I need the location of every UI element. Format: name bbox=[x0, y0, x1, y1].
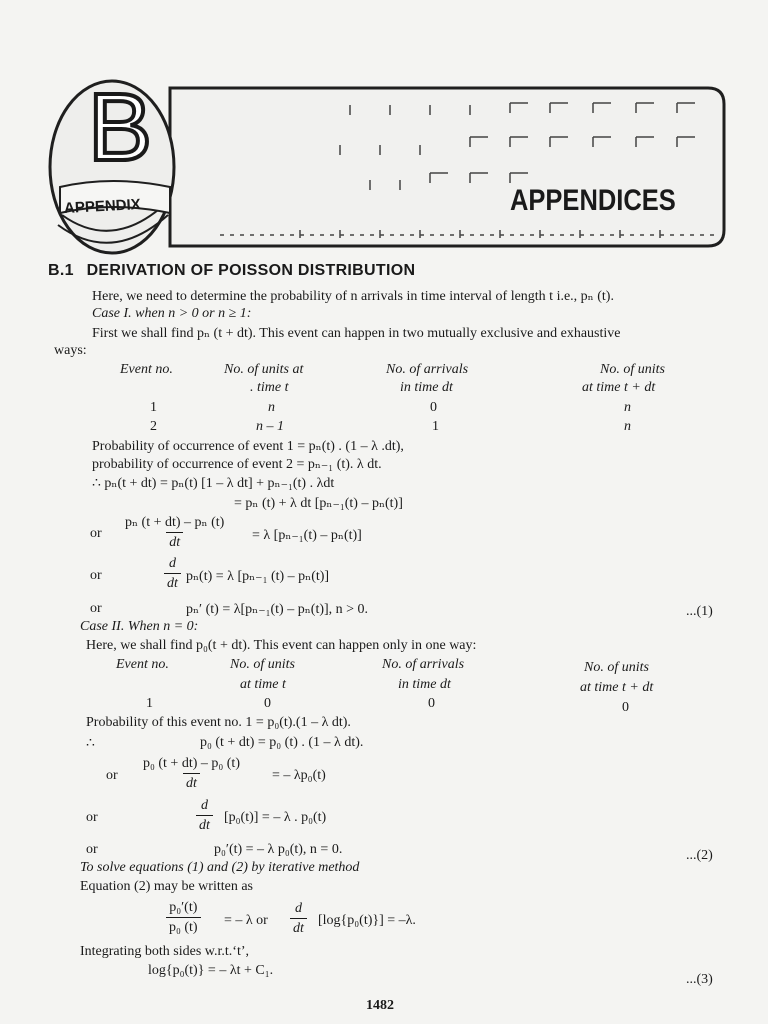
fraction-numerator: pₙ (t + dt) – pₙ (t) bbox=[125, 515, 225, 530]
table-cell: 0 bbox=[430, 400, 437, 415]
equation-number-1: ...(1) bbox=[686, 604, 713, 619]
log-equation: log{p₀(t)} = – λt + C₁. bbox=[148, 963, 274, 978]
t1-header-arrivals-2: in time dt bbox=[400, 380, 453, 395]
fraction-numerator: p₀ (t + dt) – p₀ (t) bbox=[143, 756, 240, 771]
appendix-badge: APPENDIX bbox=[63, 196, 142, 217]
intro-text: Here, we need to determine the probability of n arrivals in time interval of length t i.e., pₙ (t). bbox=[92, 289, 614, 304]
or-label: or bbox=[106, 768, 118, 783]
fraction-numerator: p₀′(t) bbox=[169, 900, 198, 915]
fraction bbox=[140, 756, 243, 792]
t1-header-next-units: No. of units bbox=[600, 362, 665, 377]
therefore-symbol: ∴ bbox=[86, 736, 95, 751]
fraction bbox=[166, 900, 201, 936]
first-line: First we shall find pₙ (t + dt). This event can happen in two mutually exclusive and exhaustive bbox=[92, 326, 621, 341]
case-two-heading: Case II. When n = 0: bbox=[80, 619, 199, 634]
table-cell: n – 1 bbox=[256, 419, 284, 434]
integrating-text: Integrating both sides w.r.t.‘t’, bbox=[80, 944, 250, 959]
fraction-denominator: dt bbox=[183, 773, 200, 792]
equation-rhs: = λ [pₙ₋₁(t) – pₙ(t)] bbox=[252, 528, 362, 543]
t1-header-units: No. of units at bbox=[224, 362, 304, 377]
t1-header-event: Event no. bbox=[120, 362, 173, 377]
appendix-letter: B bbox=[88, 74, 153, 181]
section-title: DERIVATION OF POISSON DISTRIBUTION bbox=[86, 262, 416, 279]
equation-2: p₀′(t) = – λ p₀(t), n = 0. bbox=[214, 842, 343, 857]
t1-header-next-units-2: at time t + dt bbox=[582, 380, 656, 395]
or-label: or bbox=[90, 526, 102, 541]
t2-header-event: Event no. bbox=[116, 657, 169, 672]
table-cell: 1 bbox=[432, 419, 439, 434]
derivative-operator bbox=[196, 798, 213, 834]
equation-rhs: [p₀(t)] = – λ . p₀(t) bbox=[224, 810, 327, 825]
recurrence-line-2: = pₙ (t) + λ dt [pₙ₋₁(t) – pₙ(t)] bbox=[234, 496, 403, 511]
fraction-denominator: dt bbox=[166, 532, 183, 551]
prob-event-1: Probability of occurrence of event 1 = pₙ(t) . (1 – λ .dt), bbox=[92, 439, 404, 454]
or-label: or bbox=[90, 568, 102, 583]
section-heading bbox=[48, 262, 415, 280]
case-two-text: Here, we shall find p₀(t + dt). This event can happen only in one way: bbox=[86, 638, 477, 653]
t2-header-units: No. of units bbox=[230, 657, 295, 672]
equation-rhs: = – λp₀(t) bbox=[272, 768, 326, 783]
table-cell: n bbox=[624, 400, 631, 415]
fraction-numerator: d bbox=[200, 798, 208, 813]
t1-header-arrivals: No. of arrivals bbox=[386, 362, 469, 377]
t2-header-units-2: at time t bbox=[240, 677, 286, 692]
equation-mid: = – λ or bbox=[224, 913, 268, 928]
equation-number-2: ...(2) bbox=[686, 848, 713, 863]
table-cell: 0 bbox=[264, 696, 271, 711]
banner-title: APPENDICES bbox=[510, 184, 676, 217]
derivative-operator bbox=[164, 556, 181, 592]
prob-event-case2: Probability of this event no. 1 = p₀(t).(1 – λ dt). bbox=[86, 715, 351, 730]
table-cell: 2 bbox=[150, 419, 157, 434]
case2-line: p₀ (t + dt) = p₀ (t) . (1 – λ dt). bbox=[200, 735, 364, 750]
table-cell: n bbox=[624, 419, 631, 434]
table-cell: 1 bbox=[150, 400, 157, 415]
recurrence-line-1: ∴ pₙ(t + dt) = pₙ(t) [1 – λ dt] + pₙ₋₁(t) . λdt bbox=[92, 476, 335, 491]
page-number: 1482 bbox=[366, 998, 394, 1013]
section-number: B.1 bbox=[48, 262, 74, 279]
fraction-denominator: dt bbox=[196, 815, 213, 834]
t2-header-arrivals: No. of arrivals bbox=[382, 657, 465, 672]
t1-header-units-2: . time t bbox=[250, 380, 289, 395]
fraction-denominator: p₀ (t) bbox=[166, 917, 201, 936]
equation-rhs: pₙ(t) = λ [pₙ₋₁ (t) – pₙ(t)] bbox=[186, 569, 330, 584]
table-cell: n bbox=[268, 400, 275, 415]
table-cell: 0 bbox=[622, 700, 629, 715]
t2-header-next-units: No. of units bbox=[584, 660, 649, 675]
case-one-heading: Case I. when n > 0 or n ≥ 1: bbox=[92, 306, 252, 321]
solve-heading: To solve equations (1) and (2) by iterative method bbox=[80, 860, 360, 875]
table-cell: 1 bbox=[146, 696, 153, 711]
t2-header-arrivals-2: in time dt bbox=[398, 677, 451, 692]
equation-written-text: Equation (2) may be written as bbox=[80, 879, 254, 894]
prob-event-2: probability of occurrence of event 2 = pₙ₋₁ (t). λ dt. bbox=[92, 457, 382, 472]
or-label: or bbox=[86, 810, 98, 825]
fraction-numerator: d bbox=[168, 556, 176, 571]
first-line-cont: ways: bbox=[54, 343, 87, 358]
fraction-denominator: dt bbox=[290, 918, 307, 937]
equation-number-3: ...(3) bbox=[686, 972, 713, 987]
t2-header-next-units-2: at time t + dt bbox=[580, 680, 654, 695]
fraction bbox=[122, 514, 227, 551]
derivative-operator bbox=[290, 901, 307, 937]
table-cell: 0 bbox=[428, 696, 435, 711]
or-label: or bbox=[90, 601, 102, 616]
fraction-numerator: d bbox=[294, 901, 302, 916]
equation-rhs: [log{p₀(t)}] = –λ. bbox=[318, 913, 416, 928]
equation-1: pₙ′ (t) = λ[pₙ₋₁(t) – pₙ(t)], n > 0. bbox=[186, 602, 369, 617]
fraction-denominator: dt bbox=[164, 573, 181, 592]
or-label: or bbox=[86, 842, 98, 857]
